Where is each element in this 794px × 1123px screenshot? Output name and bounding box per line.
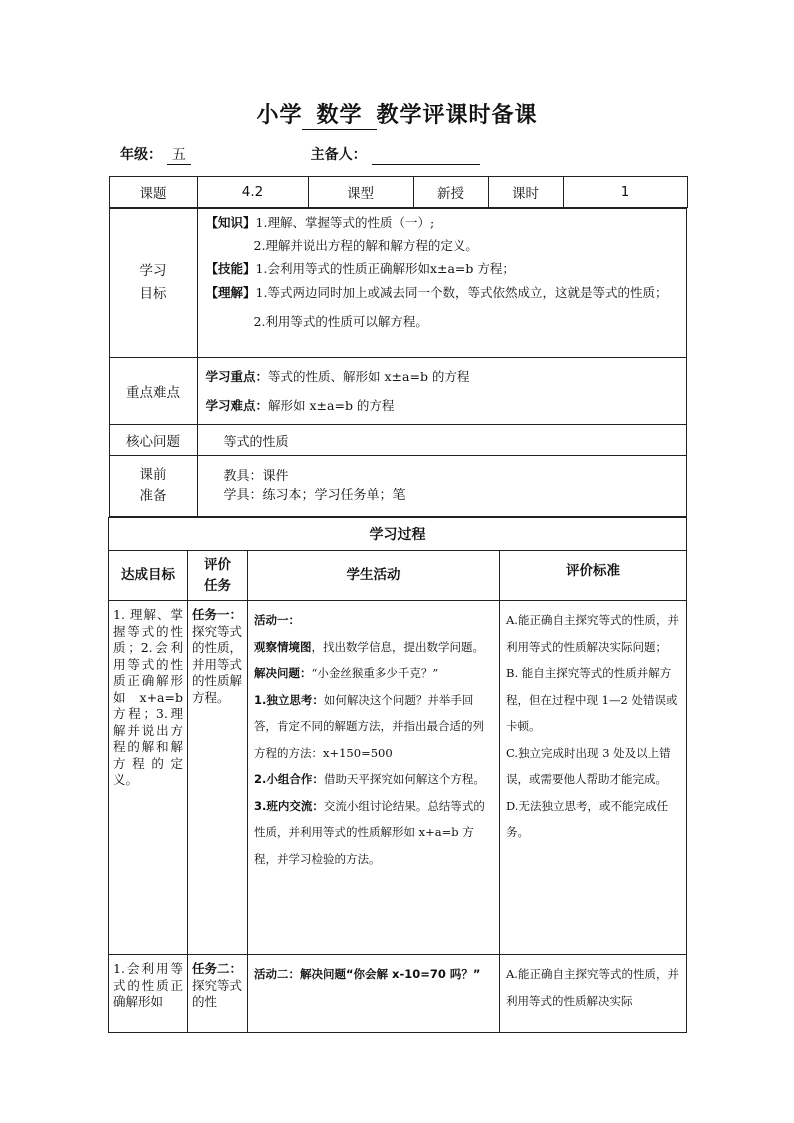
row1-crit-a: A.能正确自主探究等式的性质，并利用等式的性质解决实际问题； [506,613,679,654]
objectives-content [197,209,686,358]
row2-criteria: A.能正确自主探究等式的性质，并利用等式的性质解决实际 [500,955,687,1033]
row1-goal: 1. 理解、掌握等式的性质；2.会利用等式的性质正确解形如 x+a=b 方程；3.理解并说出方程的解和解方程的定义。 [109,601,188,955]
col-goal-header: 达成目标 [109,551,188,601]
prep-label-2: 准备 [139,488,167,504]
difficulty-tag: 学习难点： [205,398,269,413]
title-subject: 数学 [302,98,376,130]
prep-label [109,456,197,517]
topic-label: 课题 [109,177,197,208]
title-suffix: 教学评课时备课 [376,103,538,128]
keypoints-content [197,358,686,425]
row1-crit-c: C.独立完成时出现 3 处及以上错误，或需要他人帮助才能完成。 [506,745,671,786]
row1-act-s1-tag: 1.独立思考： [254,692,324,707]
row2-task [188,955,248,1033]
prep-student: 学具：练习本；学习任务单；笔 [223,488,406,503]
topic-value: 4.2 [197,177,308,208]
row1-task-text: 探究等式的性质，并用等式的性质解方程。 [192,623,243,705]
row1-act-s2-tag: 2.小组合作： [254,772,324,786]
understanding-line-2: 2.利用等式的性质可以解方程。 [253,314,428,329]
col-task-header-2: 任务 [204,577,231,594]
knowledge-line-1: 1.理解、掌握等式的性质（一）; [255,215,435,230]
difficulty-text: 解形如 x±a=b 的方程 [268,398,395,413]
core-label: 核心问题 [109,425,197,456]
skill-line-1: 1.会利用等式的性质正确解形如x±a=b 方程； [255,261,515,276]
hours-label: 课时 [488,177,563,208]
understanding-tag: 【理解】 [205,285,256,300]
row1-act-solve-text: “小金丝猴重多少千克？” [311,666,439,680]
page-title [0,98,794,130]
objectives-label-1: 学习 [139,263,167,279]
focus-text: 等式的性质、解形如 x±a=b 的方程 [268,369,470,384]
process-section-title: 学习过程 [109,518,687,551]
row2-task-tag: 任务二： [192,961,243,976]
col-task-header-1: 评价 [204,556,231,573]
meta-row [120,144,480,165]
prep-teacher: 教具：课件 [223,469,289,484]
skill-tag: 【技能】 [205,261,256,276]
lesson-plan-table [108,176,687,1033]
knowledge-tag: 【知识】 [205,215,256,230]
understanding-line-1: 1.等式两边同时加上或减去同一个数，等式依然成立，这就是等式的性质； [255,285,668,300]
row1-crit-d: D.无法独立思考，或不能完成任务。 [506,798,668,839]
grade-label: 年级： [120,147,162,163]
row1-crit-b: B. 能自主探究等式的性质并解方程，但在过程中现 1—2 处错误或卡顿。 [506,666,678,733]
row2-task-text: 探究等式的性 [192,977,243,1009]
keypoints-label: 重点难点 [109,358,197,425]
type-label: 课型 [308,177,413,208]
preparer-label: 主备人： [310,147,367,163]
row1-task-tag: 任务一： [192,607,243,622]
col-task-header [188,551,248,601]
row1-act-title: 活动一： [254,613,300,627]
col-criteria-header: 评价标准 [500,551,687,601]
prep-content [197,456,686,517]
objectives-label-2: 目标 [139,286,167,302]
row1-task [188,601,248,955]
row1-act-observe-text: ，找出数学信息，提出数学问题。 [311,639,484,654]
row1-activity [248,601,500,955]
row1-act-s3-tag: 3.班内交流： [254,798,324,813]
row1-act-solve-tag: 解决问题： [254,666,312,680]
type-value: 新授 [413,177,488,208]
preparer-value [372,148,480,165]
row1-act-s1-text: 如何解决这个问题？并举手回答，肯定不同的解题方法，并指出最合适的列方程的方法：x+150=500 [254,692,484,760]
title-prefix: 小学 [256,103,303,128]
core-value: 等式的性质 [197,425,686,456]
row2-goal: 1.会利用等式的性质正确解形如 [109,955,188,1033]
objectives-label [109,209,197,358]
row1-act-observe-tag: 观察情境图 [254,639,312,654]
row1-act-s3-text: 交流小组讨论结果。总结等式的性质，并利用等式的性质解形如 x+a=b 方程，并学习检验的方法。 [254,798,485,866]
focus-tag: 学习重点： [205,369,269,384]
prep-label-1: 课前 [139,467,167,483]
knowledge-line-2: 2.理解并说出方程的解和解方程的定义。 [253,238,478,253]
row1-act-s2-text: 借助天平探究如何解这个方程。 [323,772,485,786]
row1-criteria [500,601,687,955]
col-activity-header: 学生活动 [248,551,500,601]
grade-value: 五 [167,144,191,165]
row2-activity: 活动二：解决问题“你会解 x-10=70 吗？” [248,955,500,1033]
hours-value: 1 [563,177,687,208]
